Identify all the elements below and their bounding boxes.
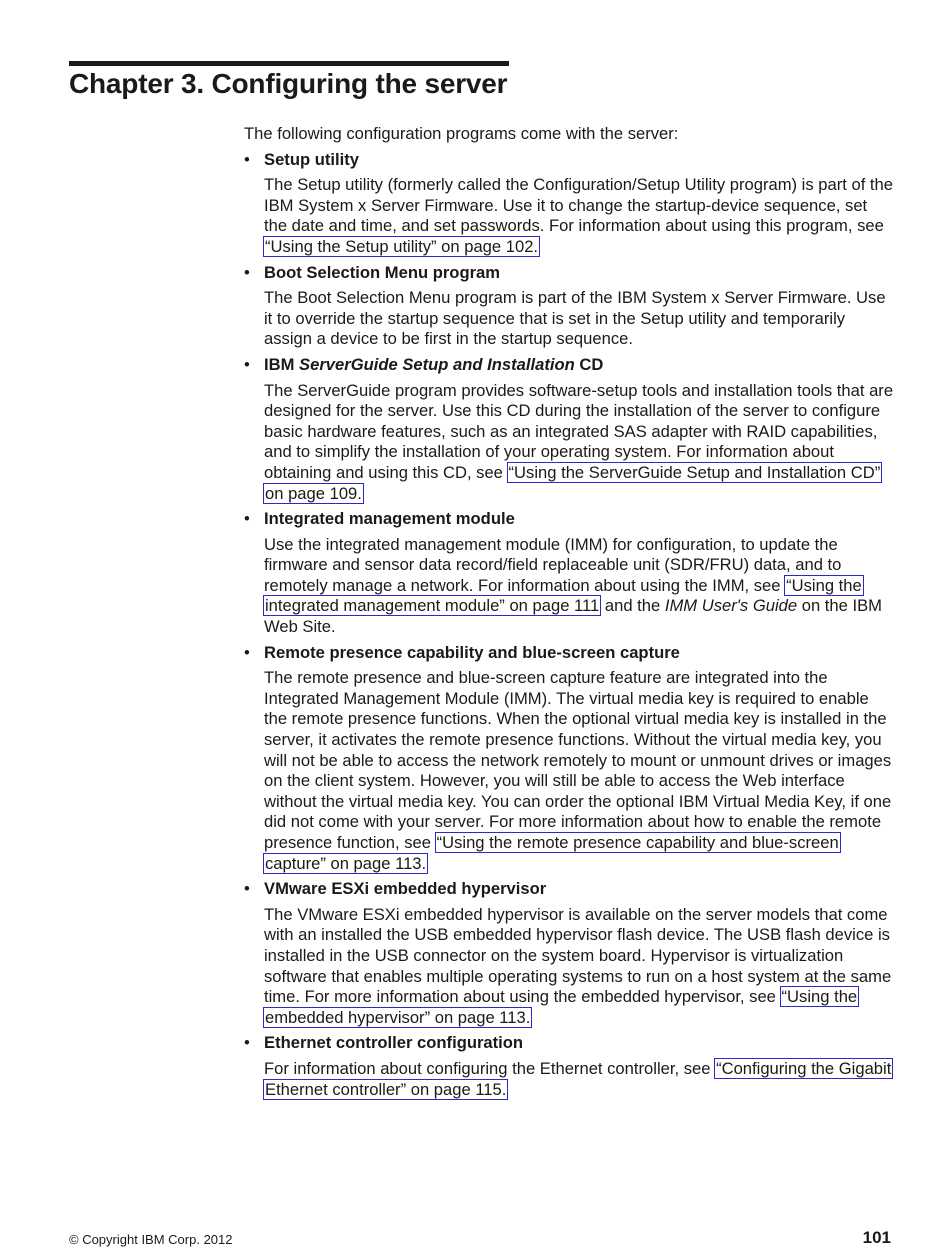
bullet: • [244, 879, 250, 899]
body-text: The Setup utility (formerly called the Configuration/Setup Utility program) is part of the IBM System x Server Firmware. Use it to change the startup-device sequence, set the date and time, and set passwords. For information about using this program, see [264, 175, 893, 236]
item-body [264, 1059, 894, 1100]
item-title: Ethernet controller configuration [264, 1033, 524, 1053]
item-body [264, 175, 894, 257]
list-item-vmware-hypervisor [244, 879, 894, 1028]
item-title: Setup utility [264, 149, 359, 169]
body-text: Use the integrated management module (IMM) for configuration, to update the firmware and sensor data record/field replaceable unit (SDR/FRU) data, and to remotely manage a network. For information about using the IMM, see [264, 534, 842, 595]
item-title: Remote presence capability and blue-screen capture [264, 642, 680, 662]
xref-setup-utility-link[interactable]: “Using the Setup utility” on page 102. [265, 236, 539, 256]
xref-imm-link[interactable]: “Using the integrated management module” on page 111 [265, 575, 862, 616]
intro-paragraph: The following configuration programs come with the server: [244, 124, 679, 143]
body-text: on the IBM Web Site. [264, 596, 882, 637]
item-title: VMware ESXi embedded hypervisor [264, 879, 547, 899]
item-body: The Boot Selection Menu program is part of the IBM System x Server Firmware. Use it to override the startup sequence that is set in the Setup utility and temporarily assign a device to be first in the startup sequence. [264, 288, 886, 349]
title-italic-part: ServerGuide Setup and Installation [299, 354, 575, 374]
list-item-boot-selection [244, 263, 894, 350]
config-program-list [244, 150, 894, 1101]
xref-hypervisor-link[interactable]: “Using the embedded hypervisor” on page 113. [265, 987, 858, 1027]
body-italic-text: IMM User's Guide [664, 596, 798, 616]
item-body [264, 668, 894, 874]
bullet: • [244, 642, 250, 662]
bullet: • [244, 354, 250, 374]
list-item-imm [244, 509, 894, 638]
title-part: CD [574, 354, 604, 374]
bullet: • [244, 262, 250, 282]
bullet: • [244, 509, 250, 529]
chapter-title: Chapter 3. Configuring the server [69, 68, 508, 99]
item-body [264, 381, 894, 505]
list-item-serverguide [244, 355, 894, 504]
item-title: Boot Selection Menu program [264, 262, 501, 282]
list-item-ethernet-controller [244, 1033, 894, 1100]
list-item-remote-presence [244, 643, 894, 875]
item-title [264, 355, 894, 376]
title-part: IBM [264, 354, 300, 374]
body-text: For information about configuring the Ethernet controller, see [264, 1058, 716, 1078]
page-number: 101 [862, 1228, 891, 1247]
bullet: • [244, 1033, 250, 1053]
copyright-notice: © Copyright IBM Corp. 2012 [69, 1232, 233, 1247]
xref-serverguide-link[interactable]: “Using the ServerGuide Setup and Installation CD” on page 109. [265, 462, 881, 503]
body-text: and the [600, 596, 665, 616]
item-body [264, 905, 894, 1029]
page-content [244, 124, 894, 1105]
xref-remote-presence-link[interactable]: “Using the remote presence capability and blue-screen capture” on page 113. [265, 833, 839, 873]
xref-ethernet-link[interactable]: “Configuring the Gigabit Ethernet controller” on page 115. [265, 1058, 892, 1099]
item-body [264, 535, 894, 638]
bullet: • [244, 149, 250, 169]
item-title: Integrated management module [264, 509, 515, 529]
list-item-setup-utility [244, 150, 894, 258]
body-text: The ServerGuide program provides software-setup tools and installation tools that are designed for the server. Use this CD during the installation of the server to configure basic hardware features, such as an integrated SAS adapter with RAID capabilities, and to simplify the installation of your operating system. For information about obtaining and using this CD, see [264, 380, 894, 482]
body-text: The VMware ESXi embedded hypervisor is available on the server models that come with an installed the USB embedded hypervisor flash device. The USB flash device is installed in the USB connector on the system board. Hypervisor is virtualization software that enables multiple operating systems to run on a host system at the same time. For more information about using the embedded hypervisor, see [264, 904, 892, 1007]
body-text: The remote presence and blue-screen capture feature are integrated into the Integrated Management Module (IMM). The virtual media key is required to enable the remote presence functions. When the optional virtual media key is installed in the server, it activates the remote presence functions. Without the virtual media key, you will not be able to access the network remotely to mount or unmount drives or images on the client system. However, you will still be able to access the Web interface without the virtual media key. You can order the optional IBM Virtual Media Key, if one did not come with your server. For more information about how to enable the remote presence function, see [264, 668, 892, 852]
